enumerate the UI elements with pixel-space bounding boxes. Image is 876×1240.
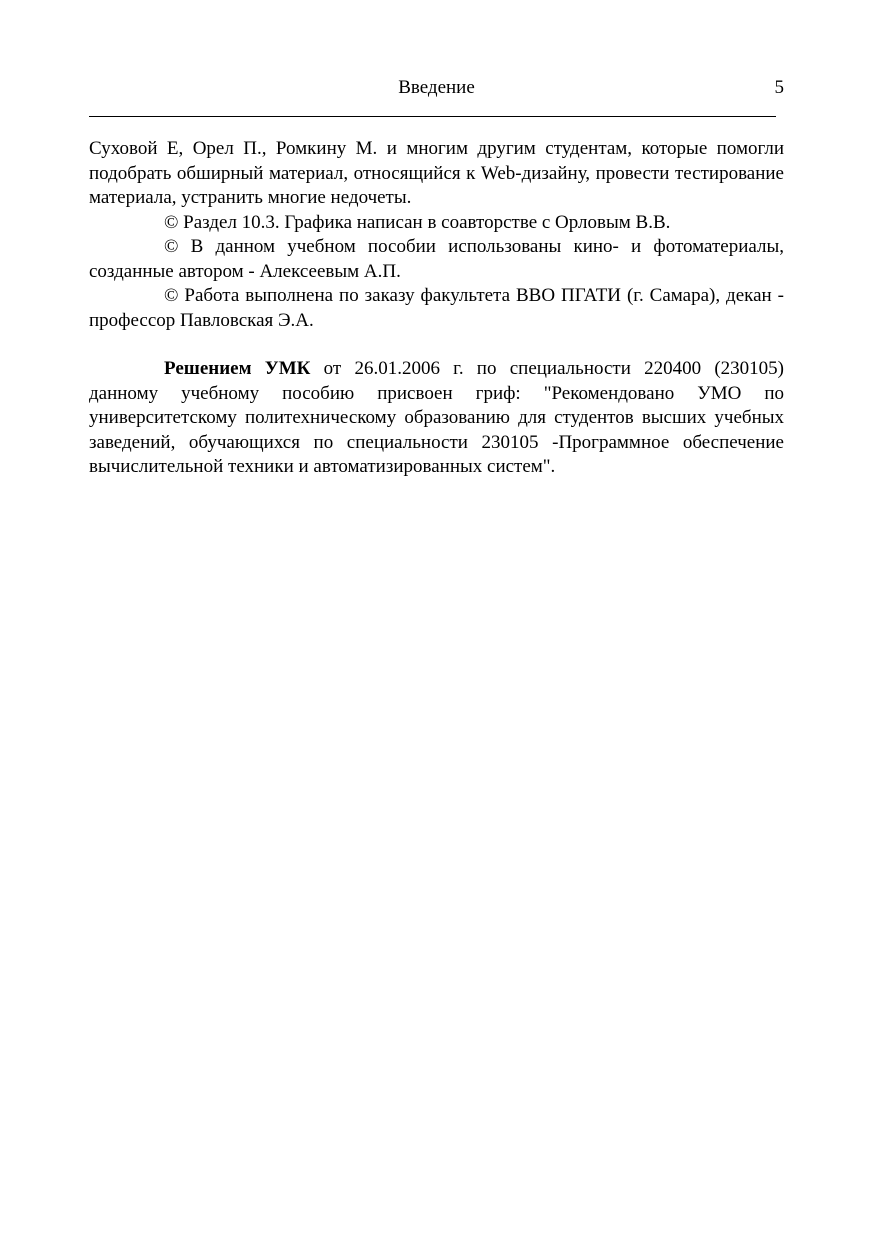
running-title: Введение [398,77,475,98]
acknowledgement-continuation: Суховой Е, Орел П., Ромкину М. и многим другим студентам, которые помогли подобрать обширный материал, относящийся к Web-дизайну, провести тестирование материала, устранить многие недочеты. [89,138,784,208]
copyright-photo-materials: © В данном учебном пособии использованы кино- и фотоматериалы, созданные автором - Алексеевым А.П. [89,236,784,282]
umk-decision-paragraph [89,357,784,480]
umk-decision-text: от 26.01.2006 г. по специальности 220400 (230105) данному учебному пособию присвоен гриф: "Рекомендовано УМО по университетскому политехническому образованию для студентов высших учебных заведений, обучающихся по специальности 230105 -Программное обеспечение вычислительной техники и автоматизированных систем". [89,358,784,477]
page-header [89,76,784,100]
page-body [89,137,784,480]
page-number: 5 [774,77,784,98]
header-divider [89,116,776,117]
umk-decision-lead: Решением УМК [164,358,311,379]
copyright-graphics-section: © Раздел 10.3. Графика написан в соавторстве с Орловым В.В. [164,211,671,233]
copyright-commission: © Работа выполнена по заказу факультета ВВО ПГАТИ (г. Самара), декан - профессор Павловская Э.А. [89,285,784,331]
